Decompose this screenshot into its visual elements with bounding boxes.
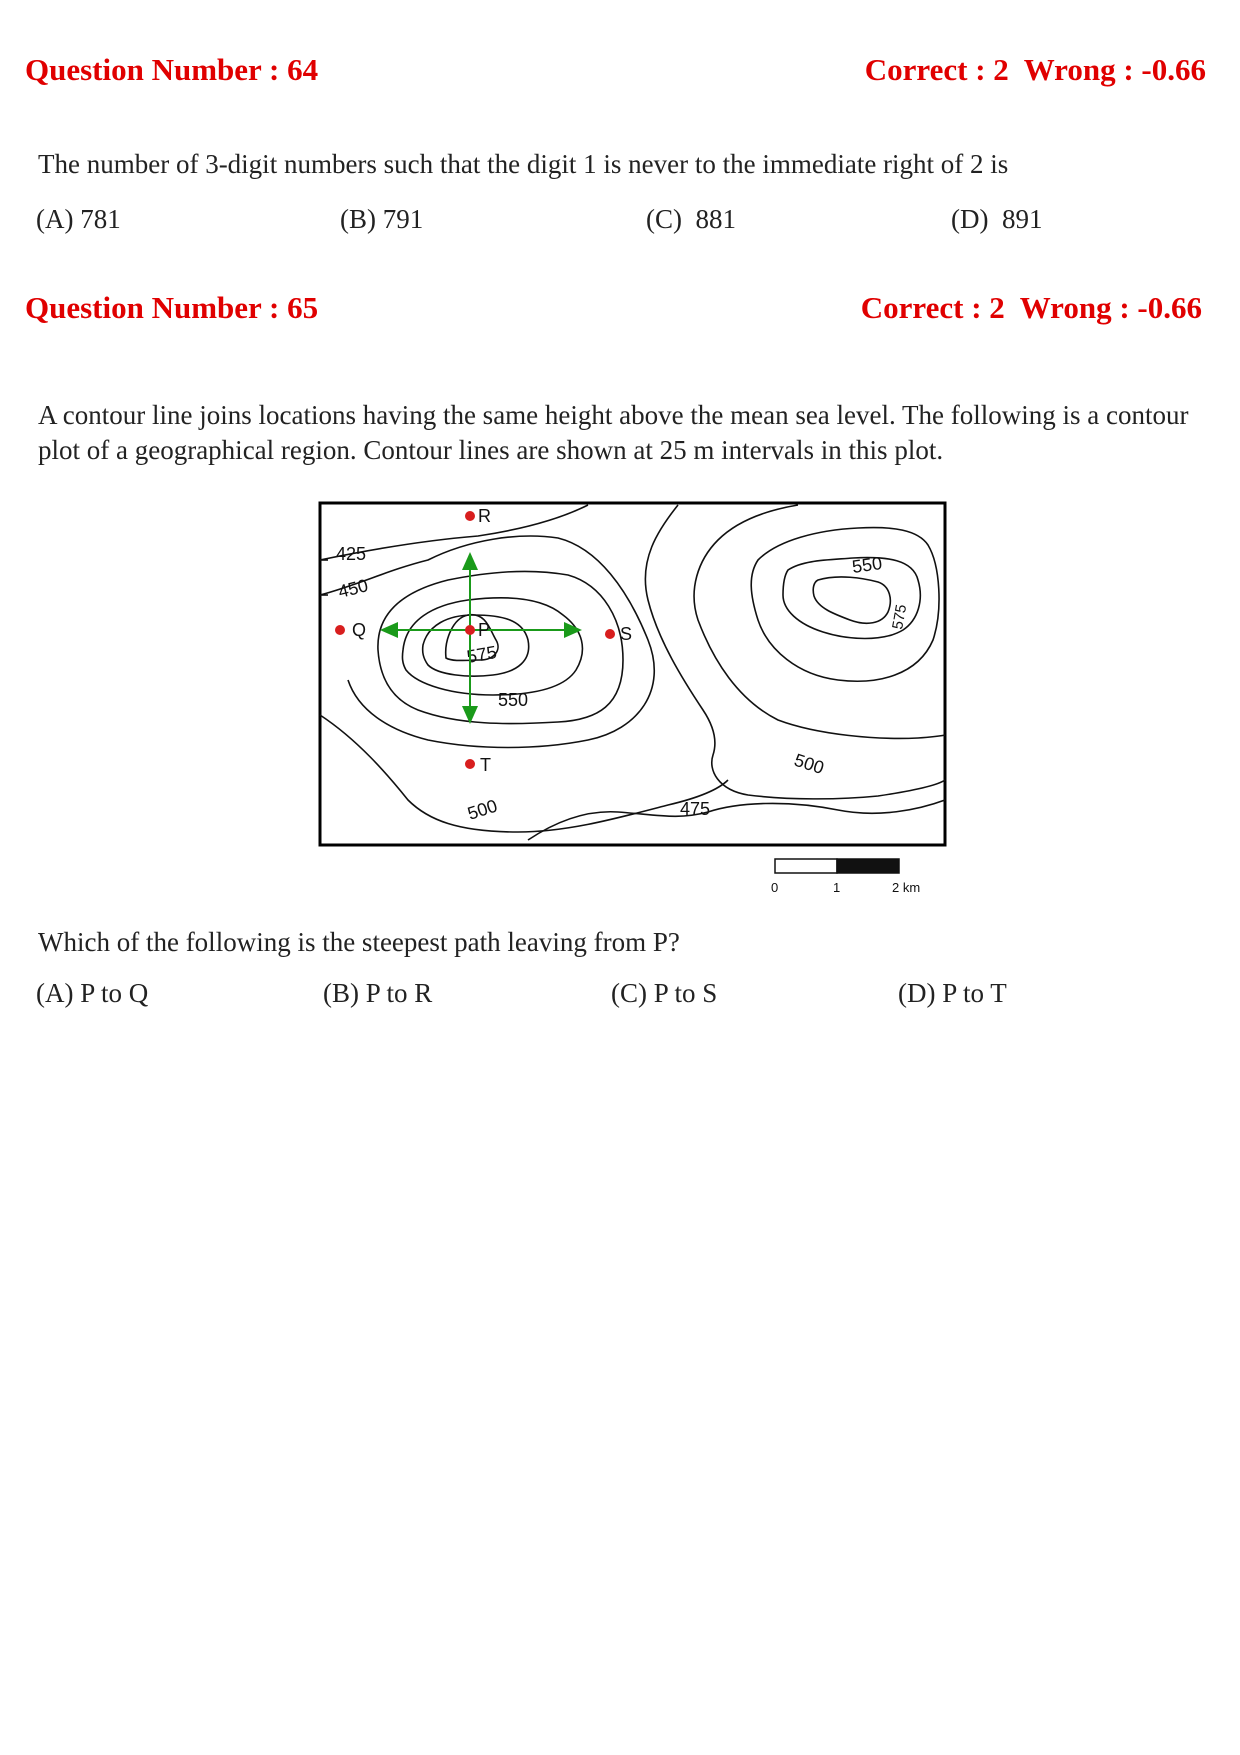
contour-map bbox=[318, 500, 958, 910]
scale-bar bbox=[771, 859, 920, 895]
question-number-64: Question Number : 64 bbox=[25, 52, 319, 87]
point-t-marker bbox=[465, 759, 475, 769]
question-65-prompt: Which of the following is the steepest path leaving from P? bbox=[38, 927, 680, 957]
marks-64: Correct : 2 Wrong : -0.66 bbox=[864, 52, 1206, 87]
question-64-header bbox=[0, 52, 1240, 92]
q64-option-d: (D) 891 bbox=[951, 204, 1043, 234]
q65-option-c: (C) P to S bbox=[611, 978, 718, 1008]
map-border bbox=[320, 503, 945, 845]
q64-option-c: (C) 881 bbox=[646, 204, 736, 234]
scale-label-0: 0 bbox=[771, 880, 779, 895]
label-500-lower: 500 bbox=[465, 795, 500, 824]
label-500-right: 500 bbox=[791, 749, 827, 779]
label-575-hill1: 575 bbox=[465, 642, 499, 667]
question-65-header bbox=[0, 290, 1240, 330]
scale-segment-black bbox=[837, 859, 899, 873]
point-q-label: Q bbox=[352, 620, 367, 640]
contour-map-svg bbox=[318, 500, 958, 905]
label-475-lower: 475 bbox=[680, 799, 711, 819]
label-550-hill1: 550 bbox=[498, 690, 529, 710]
q65-option-b: (B) P to R bbox=[323, 978, 433, 1008]
label-575-hill2: 575 bbox=[889, 603, 911, 631]
q65-option-a: (A) P to Q bbox=[36, 978, 149, 1008]
point-p-label: P bbox=[478, 620, 491, 640]
label-550-hill2: 550 bbox=[850, 552, 884, 577]
question-65-text: A contour line joins locations having the same height above the mean sea level. The following is a contour plot of a geographical region. Contour lines are shown at 25 m intervals in this plot. bbox=[38, 400, 1189, 465]
scale-label-1: 1 bbox=[833, 880, 841, 895]
scale-segment-white bbox=[775, 859, 837, 873]
point-p-marker bbox=[465, 625, 475, 635]
question-64-text: The number of 3-digit numbers such that the digit 1 is never to the immediate right of 2 is bbox=[38, 149, 1009, 179]
marks-65: Correct : 2 Wrong : -0.66 bbox=[860, 290, 1202, 325]
point-s-label: S bbox=[620, 624, 633, 644]
label-450: 450 bbox=[336, 575, 371, 602]
question-number-65: Question Number : 65 bbox=[25, 290, 319, 325]
q64-option-b: (B) 791 bbox=[340, 204, 424, 234]
label-425: 425 bbox=[336, 544, 367, 564]
scale-label-2km: 2 km bbox=[892, 880, 921, 895]
q64-option-a: (A) 781 bbox=[36, 204, 121, 234]
point-r-marker bbox=[465, 511, 475, 521]
point-s-marker bbox=[605, 629, 615, 639]
point-r-label: R bbox=[478, 506, 491, 526]
q65-option-d: (D) P to T bbox=[898, 978, 1007, 1008]
point-t-label: T bbox=[480, 755, 491, 775]
point-q-marker bbox=[335, 625, 345, 635]
